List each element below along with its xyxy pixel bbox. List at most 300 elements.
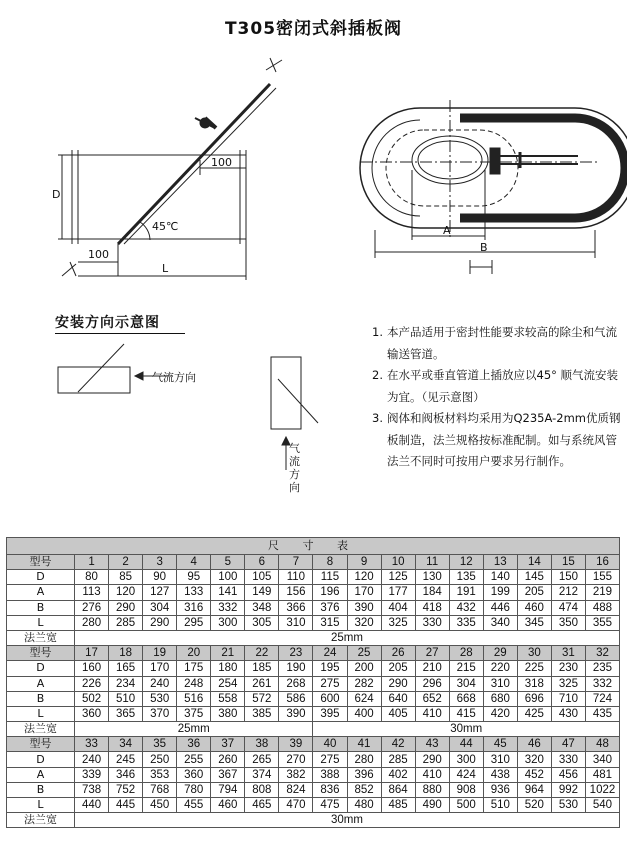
table-cell: 502 bbox=[75, 691, 109, 706]
flow-label-horizontal: 气流方向 bbox=[152, 371, 196, 384]
table-cell: 510 bbox=[483, 798, 517, 813]
row-label: 法兰宽 bbox=[7, 722, 75, 737]
table-cell: 558 bbox=[211, 691, 245, 706]
table-cell: 310 bbox=[279, 615, 313, 630]
table-cell: 480 bbox=[347, 798, 381, 813]
table-cell: 140 bbox=[483, 570, 517, 585]
gate-body bbox=[118, 84, 270, 244]
table-row bbox=[7, 646, 620, 661]
table-cell: 435 bbox=[585, 706, 619, 721]
table-cell: 405 bbox=[381, 706, 415, 721]
table-cell: 39 bbox=[279, 737, 313, 752]
table-row bbox=[7, 752, 620, 767]
table-cell: 32 bbox=[585, 646, 619, 661]
table-cell: 304 bbox=[449, 676, 483, 691]
table-cell: 30 bbox=[517, 646, 551, 661]
table-cell: 350 bbox=[551, 615, 585, 630]
table-cell: 199 bbox=[483, 585, 517, 600]
table-cell: 586 bbox=[279, 691, 313, 706]
table-cell: 22 bbox=[245, 646, 279, 661]
table-cell: 300 bbox=[211, 615, 245, 630]
table-cell: 390 bbox=[279, 706, 313, 721]
table-cell: 43 bbox=[415, 737, 449, 752]
table-cell: 80 bbox=[75, 570, 109, 585]
install-duct-horizontal bbox=[58, 367, 130, 393]
table-cell: 780 bbox=[177, 782, 211, 797]
table-cell: 390 bbox=[347, 600, 381, 615]
table-caption: 尺 寸 表 bbox=[7, 538, 620, 555]
table-cell: 908 bbox=[449, 782, 483, 797]
row-label: B bbox=[7, 600, 75, 615]
notes-list bbox=[372, 322, 622, 473]
table-cell: 16 bbox=[585, 555, 619, 570]
table-cell: 260 bbox=[211, 752, 245, 767]
table-cell: 348 bbox=[245, 600, 279, 615]
table-cell: 400 bbox=[347, 706, 381, 721]
table-cell: 170 bbox=[143, 661, 177, 676]
table-cell: 290 bbox=[143, 615, 177, 630]
table-cell: 245 bbox=[109, 752, 143, 767]
row-label: D bbox=[7, 570, 75, 585]
table-cell: 475 bbox=[313, 798, 347, 813]
table-cell: 366 bbox=[279, 600, 313, 615]
table-cell: 17 bbox=[75, 646, 109, 661]
row-label: L bbox=[7, 706, 75, 721]
table-cell: 195 bbox=[313, 661, 347, 676]
table-row bbox=[7, 798, 620, 813]
table-cell: 465 bbox=[245, 798, 279, 813]
table-cell: 212 bbox=[551, 585, 585, 600]
table-cell: 48 bbox=[585, 737, 619, 752]
table-cell: 418 bbox=[415, 600, 449, 615]
table-cell: 35 bbox=[143, 737, 177, 752]
table-cell: 440 bbox=[75, 798, 109, 813]
table-cell: 355 bbox=[585, 615, 619, 630]
table-cell: 415 bbox=[449, 706, 483, 721]
row-label: A bbox=[7, 767, 75, 782]
row-label: 型号 bbox=[7, 737, 75, 752]
table-cell: 438 bbox=[483, 767, 517, 782]
table-cell: 275 bbox=[313, 676, 347, 691]
table-cell: 31 bbox=[551, 646, 585, 661]
table-cell: 385 bbox=[245, 706, 279, 721]
table-cell: 388 bbox=[313, 767, 347, 782]
table-cell: 41 bbox=[347, 737, 381, 752]
table-cell: 177 bbox=[381, 585, 415, 600]
table-cell: 490 bbox=[415, 798, 449, 813]
table-cell: 724 bbox=[585, 691, 619, 706]
table-cell: 3 bbox=[143, 555, 177, 570]
table-cell: 310 bbox=[483, 676, 517, 691]
table-cell: 460 bbox=[211, 798, 245, 813]
table-cell: 295 bbox=[177, 615, 211, 630]
table-cell: 340 bbox=[483, 615, 517, 630]
table-cell: 680 bbox=[483, 691, 517, 706]
table-cell: 325 bbox=[381, 615, 415, 630]
table-cell: 668 bbox=[449, 691, 483, 706]
row-label: 法兰宽 bbox=[7, 630, 75, 645]
table-cell: 964 bbox=[517, 782, 551, 797]
table-cell: 696 bbox=[517, 691, 551, 706]
table-cell: 170 bbox=[347, 585, 381, 600]
table-cell: 315 bbox=[313, 615, 347, 630]
table-cell: 46 bbox=[517, 737, 551, 752]
table-cell: 240 bbox=[143, 676, 177, 691]
table-cell: 318 bbox=[517, 676, 551, 691]
table-cell: 430 bbox=[551, 706, 585, 721]
table-caption-row bbox=[7, 538, 620, 555]
table-cell: 40 bbox=[313, 737, 347, 752]
table-cell: 185 bbox=[245, 661, 279, 676]
table-cell: 25 bbox=[347, 646, 381, 661]
table-cell: 285 bbox=[381, 752, 415, 767]
table-cell: 7 bbox=[279, 555, 313, 570]
table-cell: 133 bbox=[177, 585, 211, 600]
table-cell: 420 bbox=[483, 706, 517, 721]
table-cell: 316 bbox=[177, 600, 211, 615]
table-cell: 24 bbox=[313, 646, 347, 661]
table-row bbox=[7, 615, 620, 630]
table-cell: 280 bbox=[75, 615, 109, 630]
table-cell: 325 bbox=[551, 676, 585, 691]
table-cell: 13 bbox=[483, 555, 517, 570]
flow-label-vertical: 气流方向 bbox=[289, 442, 300, 494]
table-cell: 500 bbox=[449, 798, 483, 813]
row-label: A bbox=[7, 585, 75, 600]
section-underline bbox=[55, 333, 185, 334]
table-cell: 340 bbox=[585, 752, 619, 767]
table-cell: 38 bbox=[245, 737, 279, 752]
table-cell: 456 bbox=[551, 767, 585, 782]
table-cell: 370 bbox=[143, 706, 177, 721]
table-cell: 196 bbox=[313, 585, 347, 600]
table-cell: 165 bbox=[109, 661, 143, 676]
table-cell: 4 bbox=[177, 555, 211, 570]
table-cell: 205 bbox=[517, 585, 551, 600]
table-row bbox=[7, 676, 620, 691]
table-cell: 404 bbox=[381, 600, 415, 615]
table-cell: 290 bbox=[381, 676, 415, 691]
label-100-top: 100 bbox=[211, 156, 232, 169]
table-cell: 936 bbox=[483, 782, 517, 797]
dimension-table bbox=[6, 537, 620, 828]
table-cell: 149 bbox=[245, 585, 279, 600]
table-cell: 992 bbox=[551, 782, 585, 797]
table-cell: 20 bbox=[177, 646, 211, 661]
table-cell: 280 bbox=[347, 752, 381, 767]
table-cell: 396 bbox=[347, 767, 381, 782]
table-cell: 738 bbox=[75, 782, 109, 797]
table-cell: 481 bbox=[585, 767, 619, 782]
table-cell: 27 bbox=[415, 646, 449, 661]
table-cell: 145 bbox=[517, 570, 551, 585]
table-cell: 26 bbox=[381, 646, 415, 661]
table-cell: 270 bbox=[279, 752, 313, 767]
table-row bbox=[7, 570, 620, 585]
table-cell: 285 bbox=[109, 615, 143, 630]
table-cell: 240 bbox=[75, 752, 109, 767]
table-cell: 305 bbox=[245, 615, 279, 630]
table-cell: 29 bbox=[483, 646, 517, 661]
row-label: L bbox=[7, 798, 75, 813]
table-cell: 235 bbox=[585, 661, 619, 676]
table-cell: 380 bbox=[211, 706, 245, 721]
table-cell: 310 bbox=[483, 752, 517, 767]
table-cell: 445 bbox=[109, 798, 143, 813]
table-cell: 520 bbox=[517, 798, 551, 813]
table-cell: 219 bbox=[585, 585, 619, 600]
table-cell: 37 bbox=[211, 737, 245, 752]
table-cell: 200 bbox=[347, 661, 381, 676]
table-cell: 365 bbox=[109, 706, 143, 721]
table-cell: 28 bbox=[449, 646, 483, 661]
row-label: 法兰宽 bbox=[7, 813, 75, 828]
table-cell: 824 bbox=[279, 782, 313, 797]
table-cell: 794 bbox=[211, 782, 245, 797]
table-cell: 360 bbox=[177, 767, 211, 782]
label-l: L bbox=[162, 262, 169, 275]
table-cell: 320 bbox=[347, 615, 381, 630]
flange-width-cell: 30mm bbox=[75, 813, 620, 828]
table-cell: 127 bbox=[143, 585, 177, 600]
table-cell: 100 bbox=[211, 570, 245, 585]
table-cell: 353 bbox=[143, 767, 177, 782]
table-row bbox=[7, 782, 620, 797]
table-cell: 864 bbox=[381, 782, 415, 797]
flange-width-cell: 25mm bbox=[75, 630, 620, 645]
table-cell: 360 bbox=[75, 706, 109, 721]
table-cell: 11 bbox=[415, 555, 449, 570]
table-cell: 110 bbox=[279, 570, 313, 585]
table-cell: 15 bbox=[551, 555, 585, 570]
table-cell: 640 bbox=[381, 691, 415, 706]
table-row bbox=[7, 767, 620, 782]
table-cell: 367 bbox=[211, 767, 245, 782]
row-label: B bbox=[7, 782, 75, 797]
table-cell: 215 bbox=[449, 661, 483, 676]
table-cell: 113 bbox=[75, 585, 109, 600]
table-cell: 455 bbox=[177, 798, 211, 813]
table-row bbox=[7, 691, 620, 706]
table-cell: 752 bbox=[109, 782, 143, 797]
table-cell: 210 bbox=[415, 661, 449, 676]
table-cell: 330 bbox=[551, 752, 585, 767]
table-cell: 335 bbox=[449, 615, 483, 630]
table-cell: 852 bbox=[347, 782, 381, 797]
table-cell: 135 bbox=[449, 570, 483, 585]
table-cell: 105 bbox=[245, 570, 279, 585]
table-cell: 375 bbox=[177, 706, 211, 721]
row-label: L bbox=[7, 615, 75, 630]
table-cell: 23 bbox=[279, 646, 313, 661]
table-cell: 141 bbox=[211, 585, 245, 600]
table-cell: 34 bbox=[109, 737, 143, 752]
row-label: 型号 bbox=[7, 646, 75, 661]
label-b: B bbox=[480, 241, 488, 254]
table-cell: 880 bbox=[415, 782, 449, 797]
table-cell: 10 bbox=[381, 555, 415, 570]
table-cell: 190 bbox=[279, 661, 313, 676]
install-duct-vertical bbox=[271, 357, 301, 429]
table-cell: 12 bbox=[449, 555, 483, 570]
table-cell: 5 bbox=[211, 555, 245, 570]
table-cell: 120 bbox=[109, 585, 143, 600]
table-cell: 268 bbox=[279, 676, 313, 691]
table-row-flange bbox=[7, 722, 620, 737]
table-cell: 205 bbox=[381, 661, 415, 676]
table-cell: 248 bbox=[177, 676, 211, 691]
table-cell: 836 bbox=[313, 782, 347, 797]
table-cell: 460 bbox=[517, 600, 551, 615]
table-cell: 432 bbox=[449, 600, 483, 615]
table-cell: 85 bbox=[109, 570, 143, 585]
table-cell: 572 bbox=[245, 691, 279, 706]
table-cell: 516 bbox=[177, 691, 211, 706]
table-cell: 125 bbox=[381, 570, 415, 585]
table-cell: 304 bbox=[143, 600, 177, 615]
table-cell: 402 bbox=[381, 767, 415, 782]
note-text: 在水平或垂直管道上插放应以45° 顺气流安装为宜。（见示意图） bbox=[387, 368, 619, 404]
table-cell: 2 bbox=[109, 555, 143, 570]
table-cell: 624 bbox=[347, 691, 381, 706]
flange-width-cell: 25mm bbox=[75, 722, 313, 737]
table-cell: 160 bbox=[75, 661, 109, 676]
table-cell: 346 bbox=[109, 767, 143, 782]
install-section-title: 安装方向示意图 bbox=[55, 315, 160, 331]
table-cell: 410 bbox=[415, 767, 449, 782]
table-cell: 191 bbox=[449, 585, 483, 600]
table-cell: 808 bbox=[245, 782, 279, 797]
table-cell: 424 bbox=[449, 767, 483, 782]
table-cell: 510 bbox=[109, 691, 143, 706]
table-cell: 410 bbox=[415, 706, 449, 721]
label-a: A bbox=[443, 224, 451, 237]
table-cell: 282 bbox=[347, 676, 381, 691]
table-cell: 120 bbox=[347, 570, 381, 585]
table-cell: 225 bbox=[517, 661, 551, 676]
table-cell: 600 bbox=[313, 691, 347, 706]
row-label: D bbox=[7, 661, 75, 676]
table-cell: 345 bbox=[517, 615, 551, 630]
table-cell: 530 bbox=[551, 798, 585, 813]
table-cell: 374 bbox=[245, 767, 279, 782]
table-cell: 530 bbox=[143, 691, 177, 706]
table-cell: 332 bbox=[585, 676, 619, 691]
table-row-flange bbox=[7, 630, 620, 645]
table-cell: 250 bbox=[143, 752, 177, 767]
table-cell: 45 bbox=[483, 737, 517, 752]
table-cell: 768 bbox=[143, 782, 177, 797]
table-cell: 255 bbox=[177, 752, 211, 767]
table-cell: 47 bbox=[551, 737, 585, 752]
table-cell: 90 bbox=[143, 570, 177, 585]
table-cell: 265 bbox=[245, 752, 279, 767]
table-cell: 300 bbox=[449, 752, 483, 767]
table-cell: 382 bbox=[279, 767, 313, 782]
row-label: D bbox=[7, 752, 75, 767]
table-row bbox=[7, 555, 620, 570]
note-text: 本产品适用于密封性能要求较高的除尘和气流输送管道。 bbox=[387, 325, 617, 361]
table-cell: 21 bbox=[211, 646, 245, 661]
table-cell: 470 bbox=[279, 798, 313, 813]
table-cell: 115 bbox=[313, 570, 347, 585]
table-row bbox=[7, 737, 620, 752]
table-cell: 339 bbox=[75, 767, 109, 782]
table-cell: 446 bbox=[483, 600, 517, 615]
table-cell: 36 bbox=[177, 737, 211, 752]
table-cell: 276 bbox=[75, 600, 109, 615]
table-cell: 1 bbox=[75, 555, 109, 570]
table-cell: 320 bbox=[517, 752, 551, 767]
label-d: D bbox=[52, 188, 61, 201]
table-row bbox=[7, 585, 620, 600]
table-cell: 296 bbox=[415, 676, 449, 691]
flange-width-cell: 30mm bbox=[313, 722, 620, 737]
table-cell: 376 bbox=[313, 600, 347, 615]
table-cell: 290 bbox=[109, 600, 143, 615]
row-label: B bbox=[7, 691, 75, 706]
table-cell: 290 bbox=[415, 752, 449, 767]
table-cell: 275 bbox=[313, 752, 347, 767]
table-cell: 44 bbox=[449, 737, 483, 752]
table-cell: 710 bbox=[551, 691, 585, 706]
table-cell: 42 bbox=[381, 737, 415, 752]
table-cell: 156 bbox=[279, 585, 313, 600]
table-cell: 330 bbox=[415, 615, 449, 630]
note-text: 阀体和阀板材料均采用为Q235A-2mm优质钢板制造，法兰规格按标准配制。如与系统风管法兰不同时可按用户要求另行制作。 bbox=[387, 411, 621, 468]
table-cell: 8 bbox=[313, 555, 347, 570]
table-cell: 6 bbox=[245, 555, 279, 570]
table-cell: 33 bbox=[75, 737, 109, 752]
table-cell: 130 bbox=[415, 570, 449, 585]
table-cell: 155 bbox=[585, 570, 619, 585]
table-cell: 230 bbox=[551, 661, 585, 676]
table-cell: 220 bbox=[483, 661, 517, 676]
page-title: T305密闭式斜插板阀 bbox=[224, 19, 403, 39]
table-row-flange bbox=[7, 813, 620, 828]
table-cell: 18 bbox=[109, 646, 143, 661]
table-cell: 95 bbox=[177, 570, 211, 585]
table-cell: 485 bbox=[381, 798, 415, 813]
label-100-bottom: 100 bbox=[88, 248, 109, 261]
table-row bbox=[7, 600, 620, 615]
table-cell: 261 bbox=[245, 676, 279, 691]
table-cell: 150 bbox=[551, 570, 585, 585]
table-cell: 254 bbox=[211, 676, 245, 691]
table-cell: 234 bbox=[109, 676, 143, 691]
table-cell: 395 bbox=[313, 706, 347, 721]
label-angle: 45℃ bbox=[152, 220, 179, 233]
table-cell: 19 bbox=[143, 646, 177, 661]
table-cell: 180 bbox=[211, 661, 245, 676]
table-cell: 540 bbox=[585, 798, 619, 813]
row-label: A bbox=[7, 676, 75, 691]
row-label: 型号 bbox=[7, 555, 75, 570]
table-row bbox=[7, 661, 620, 676]
note-item: 1. 本产品适用于密封性能要求较高的除尘和气流输送管道。 bbox=[372, 325, 617, 361]
table-cell: 652 bbox=[415, 691, 449, 706]
table-cell: 450 bbox=[143, 798, 177, 813]
table-cell: 226 bbox=[75, 676, 109, 691]
table-cell: 1022 bbox=[585, 782, 619, 797]
table-cell: 184 bbox=[415, 585, 449, 600]
table-cell: 488 bbox=[585, 600, 619, 615]
table-cell: 332 bbox=[211, 600, 245, 615]
table-cell: 175 bbox=[177, 661, 211, 676]
table-cell: 14 bbox=[517, 555, 551, 570]
table-cell: 452 bbox=[517, 767, 551, 782]
table-cell: 474 bbox=[551, 600, 585, 615]
